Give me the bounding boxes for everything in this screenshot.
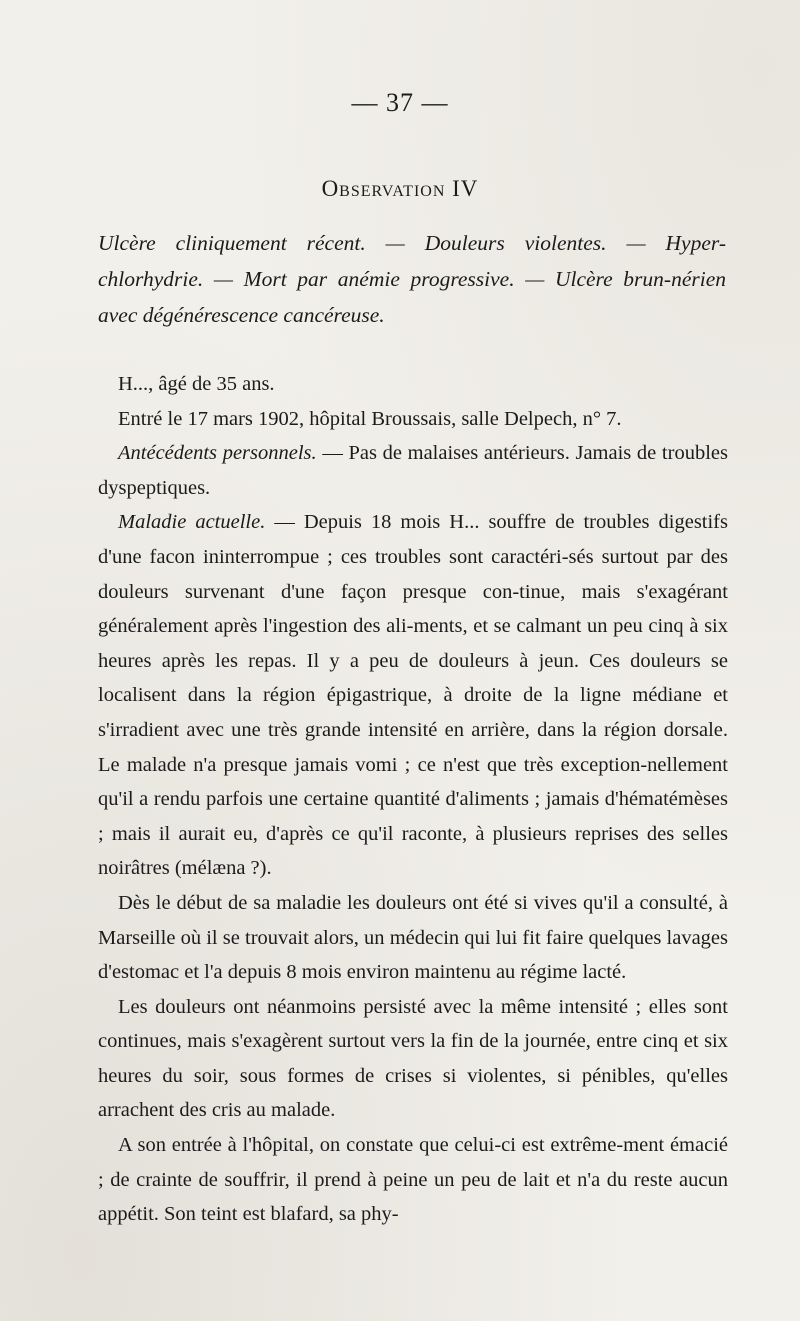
antecedents-paragraph: [98, 436, 728, 505]
maladie-paragraph: [98, 505, 728, 886]
debut-paragraph: Dès le début de sa maladie les douleurs ont été si vives qu'il a consulté, à Marseille où il se trouvait alors, un médecin qui lui fit faire quelques lavages d'estomac et l'a depuis 8 mois environ maintenu au régime lacté.: [98, 891, 728, 984]
patient-line: H..., âgé de 35 ans.: [118, 373, 275, 395]
maladie-label: Maladie actuelle.: [118, 511, 266, 534]
douleurs-paragraph: Les douleurs ont néanmoins persisté avec la même intensité ; elles sont continues, mais s'exagèrent surtout vers la fin de la journée, entre cinq et six heures du soir, sous formes de crises si violentes, si pénibles, qu'elles arrachent des cris au malade.: [98, 995, 728, 1122]
entree-paragraph: A son entrée à l'hôpital, on constate que celui-ci est extrême-ment émacié ; de crainte de souffrir, il prend à peine un peu de lait et n'a du reste aucun appétit. Son teint est blafard, sa phy-: [98, 1134, 728, 1226]
antecedents-text: — Pas de malaises antérieurs. Jamais de troubles dyspeptiques.: [98, 442, 728, 499]
antecedents-label: Antécédents personnels.: [118, 442, 317, 465]
case-summary: Ulcère cliniquement récent. — Douleurs violentes. — Hyper-chlorhydrie. — Mort par anémie progressive. — Ulcère brun-nérien avec dégénérescence cancéreuse.: [98, 231, 726, 327]
maladie-text: — Depuis 18 mois H... souffre de troubles digestifs d'une facon ininterrompue ; ces troubles sont caractéri-sés surtout par des douleurs survenant d'une façon presque con-tinue, mais s'exagérant généralement après l'ingestion des ali-ments, et se calmant un peu cinq à six heures après les repas. Il y a peu de douleurs à jeun. Ces douleurs se localisent dans la région épigastrique, à droite de la ligne médiane et s'irradient avec une très grande intensité en arrière, dans la région dorsale. Le malade n'a presque jamais vomi ; ce n'est que très exception-nellement qu'il a rendu parfois une certaine quantité d'aliments ; jamais d'hématémèses ; mais il aurait eu, d'après ce qu'il raconte, à plusieurs reprises des selles noirâtres (mélæna ?).: [98, 511, 728, 880]
body-text: [98, 367, 728, 1232]
observation-heading: Observation IV: [321, 176, 479, 201]
admission-line: Entré le 17 mars 1902, hôpital Broussais, salle Delpech, n° 7.: [118, 407, 622, 430]
page-number: — 37 —: [351, 88, 449, 117]
